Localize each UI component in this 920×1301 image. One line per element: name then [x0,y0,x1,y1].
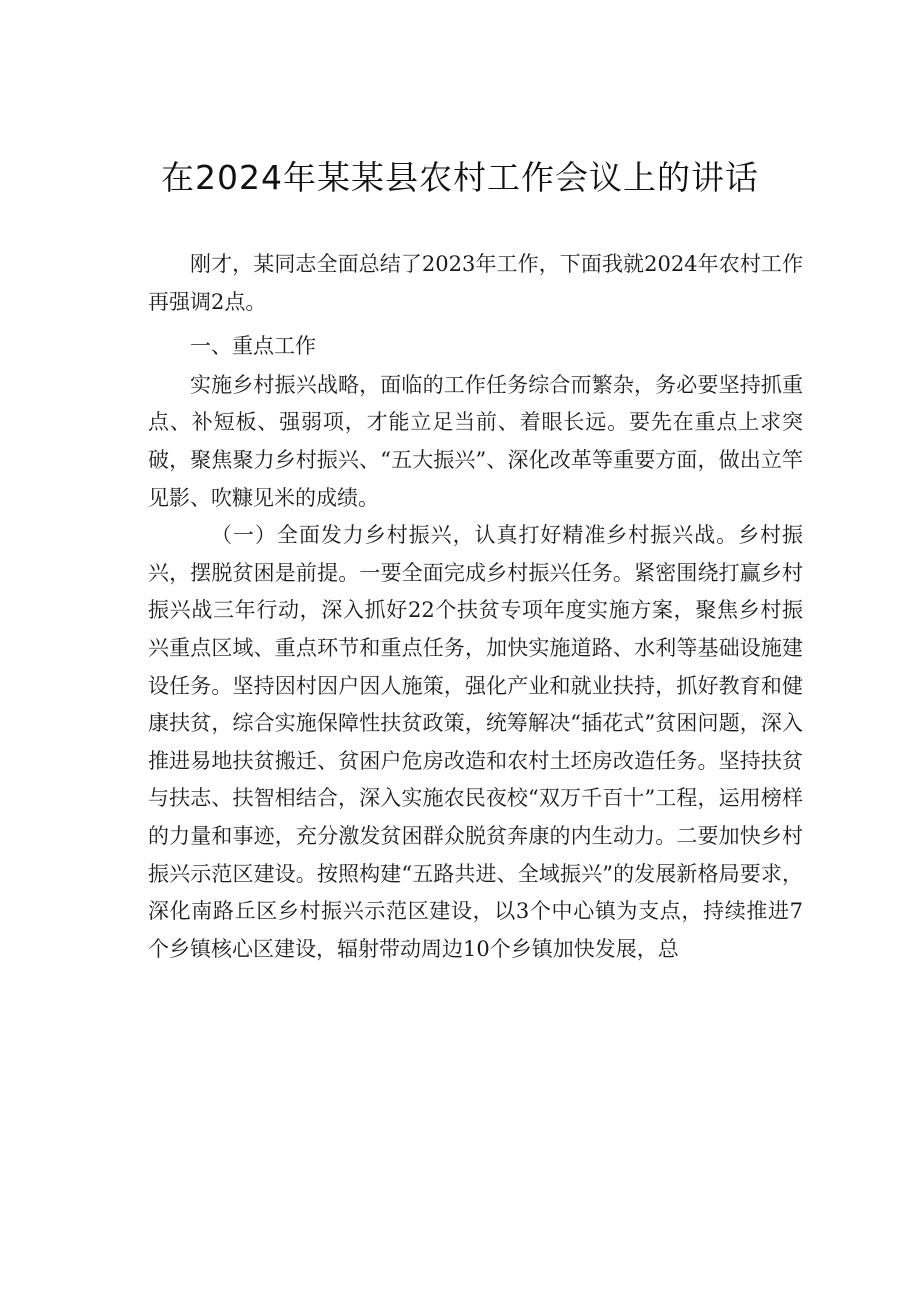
body-paragraph: 实施乡村振兴战略，面临的工作任务综合而繁杂，务必要坚持抓重点、补短板、强弱项，才能立足当前、着眼长远。要先在重点上求突破，聚焦聚力乡村振兴、“五大振兴”、深化改革等重要方面，做出立竿见影、吹糠见米的成绩。 [148,372,803,510]
document-title: 在2024年某某县农村工作会议上的讲话 [161,158,759,197]
section-heading: 一、重点工作 [190,334,316,359]
body-paragraph-subsection: （一）全面发力乡村振兴，认真打好精准乡村振兴战。乡村振兴，摆脱贫困是前提。一要全面完成乡村振兴任务。紧密围绕打赢乡村振兴战三年行动，深入抓好22个扶贫专项年度实施方案，聚焦乡村振兴重点区域、重点环节和重点任务，加快实施道路、水利等基础设施建设任务。坚持因村因户因人施策，强化产业和就业扶持，抓好教育和健康扶贫，综合实施保障性扶贫政策，统筹解决“插花式”贫困问题，深入推进易地扶贫搬迁、贫困户危房改造和农村土坯房改造任务。坚持扶贫与扶志、扶智相结合，深入实施农民夜校“双万千百十”工程，运用榜样的力量和事迹，充分激发贫困群众脱贫奔康的内生动力。二要加快乡村振兴示范区建设。按照构建“五路共进、全域振兴”的发展新格局要求，深化南路丘区乡村振兴示范区建设，以3个中心镇为支点，持续推进7个乡镇核心区建设，辐射带动周边10个乡镇加快发展，总 [148,523,803,961]
document-body [148,246,803,968]
intro-paragraph: 刚才，某同志全面总结了2023年工作，下面我就2024年农村工作再强调2点。 [148,252,803,314]
